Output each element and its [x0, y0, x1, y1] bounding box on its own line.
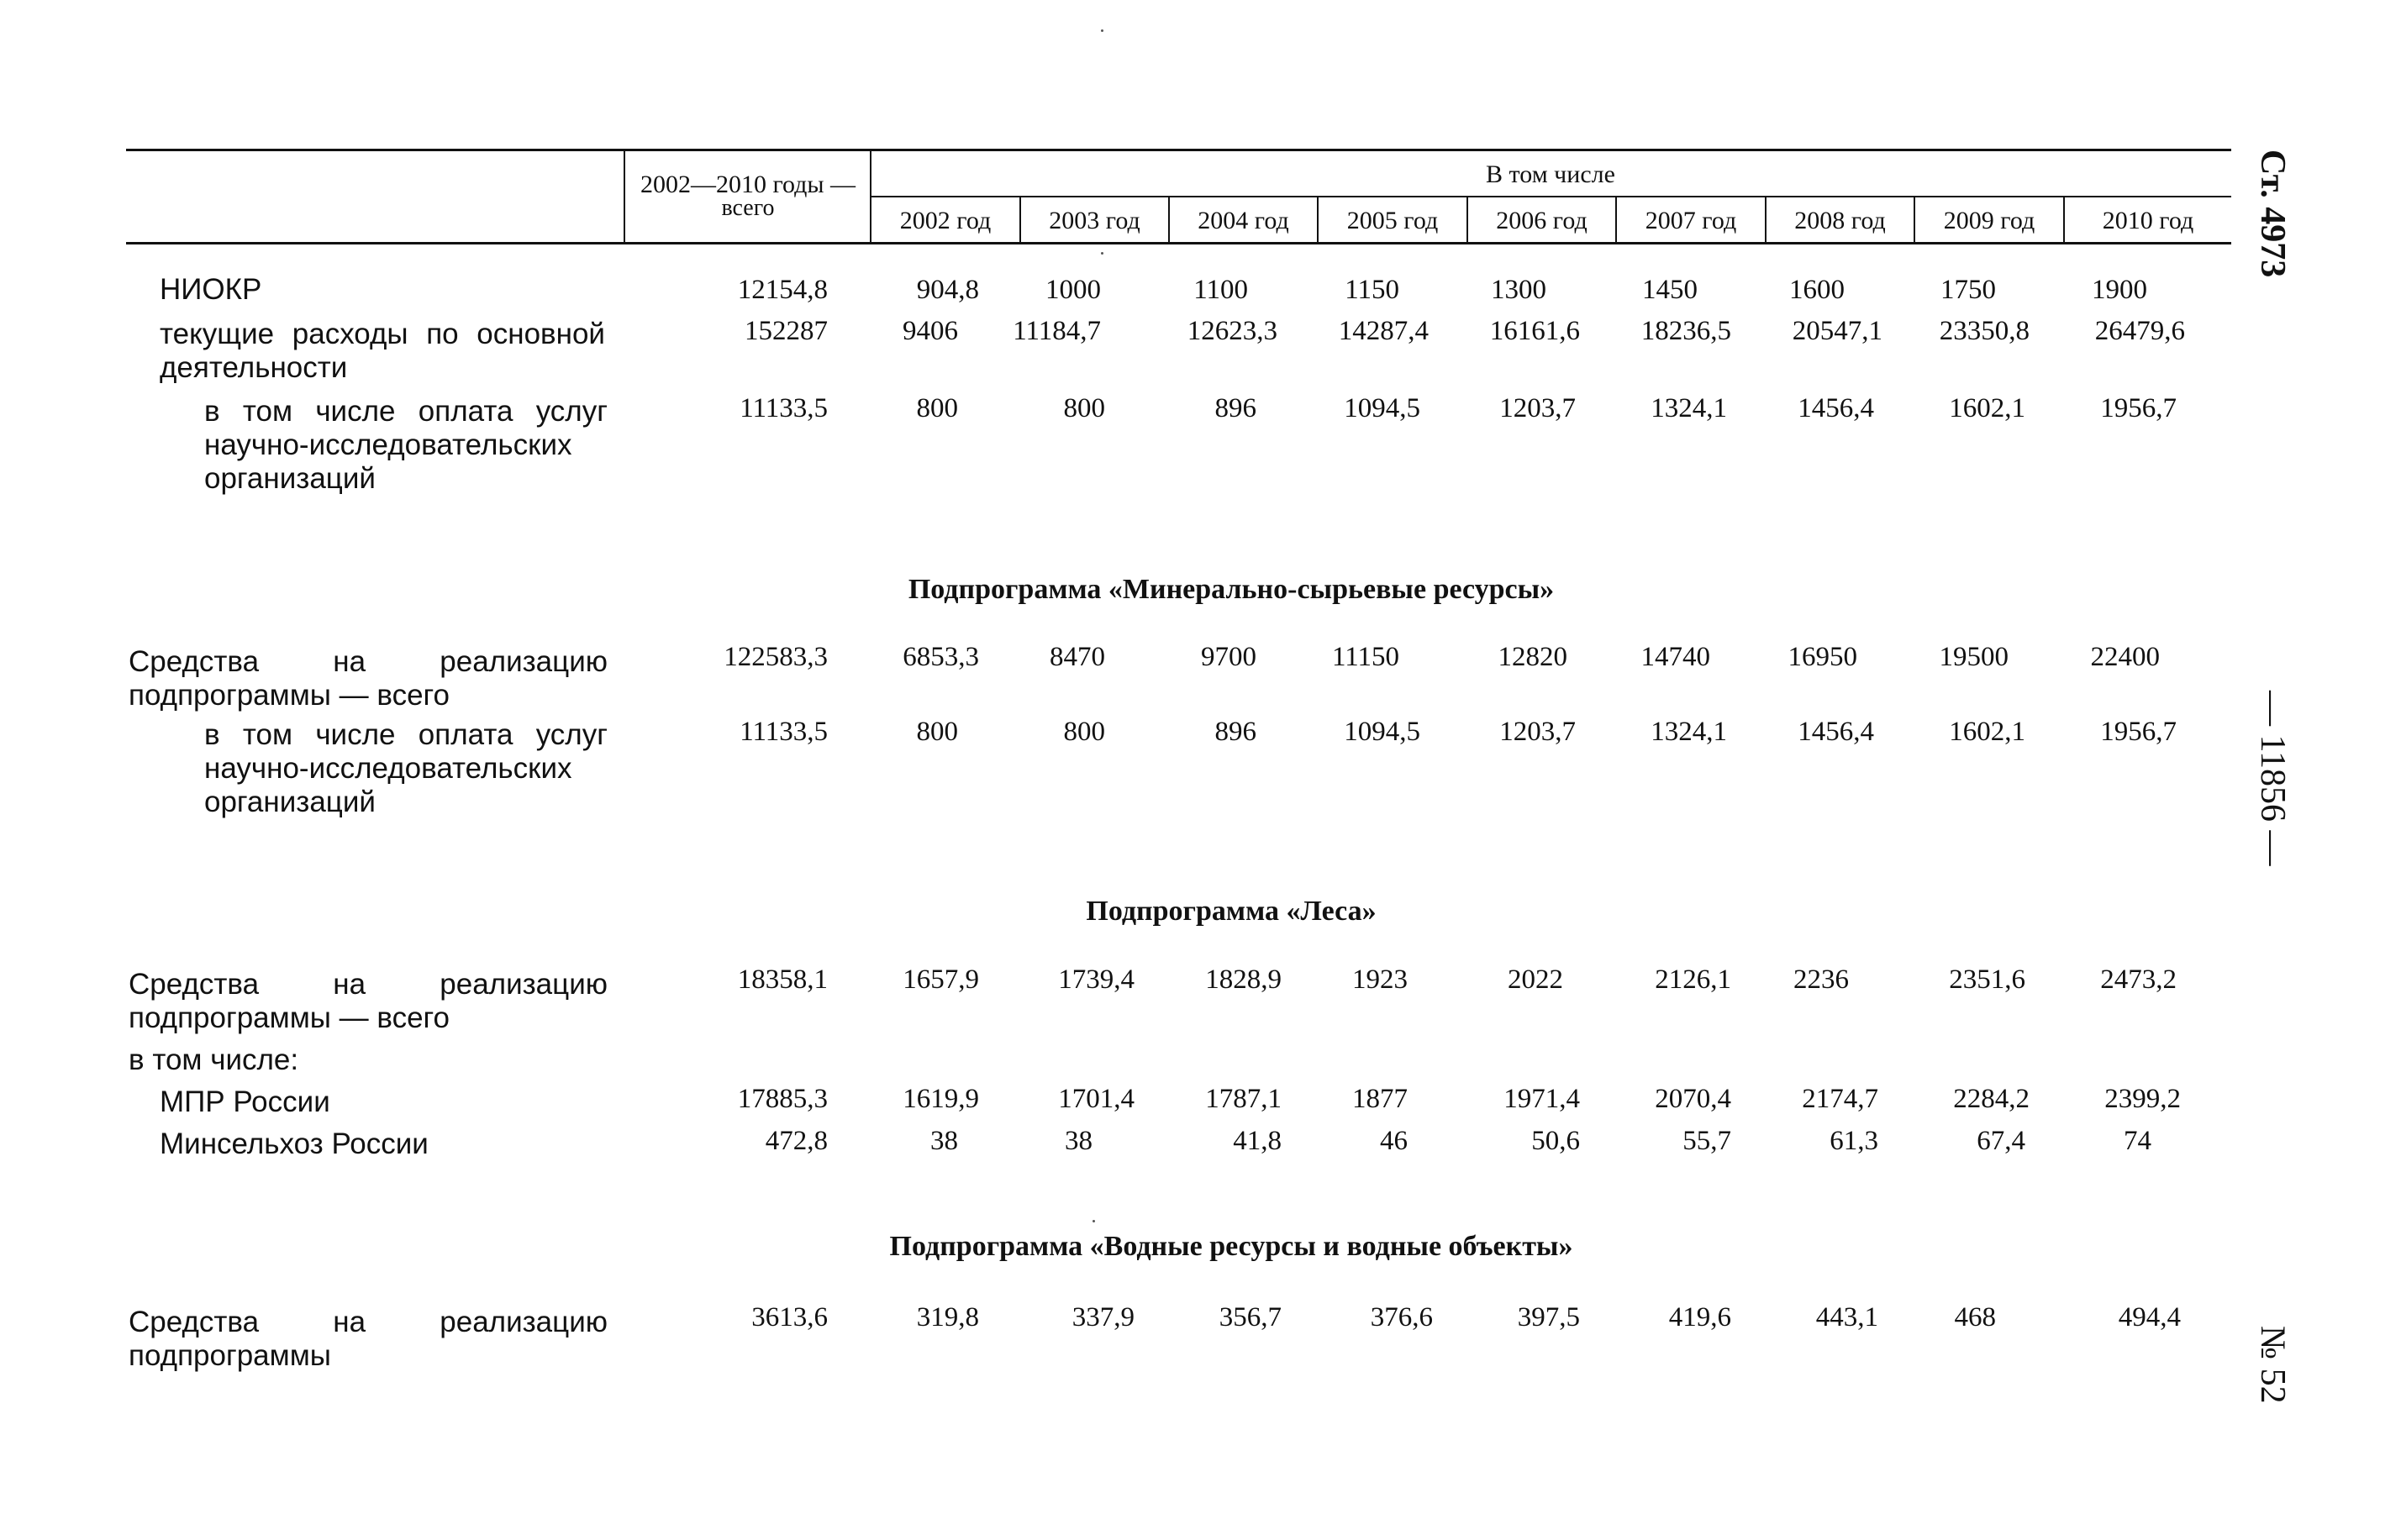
page-reference: Ст. 4973: [2253, 150, 2292, 278]
cell-value: 1203,7: [1499, 717, 1576, 747]
cell-value: 397,5: [1517, 1302, 1580, 1332]
row-label: Минсельхоз России: [160, 1127, 429, 1160]
cell-value: 1619,9: [903, 1084, 979, 1114]
year-header: 2005 год: [1346, 207, 1439, 234]
issue-number: № 52: [2253, 1326, 2292, 1404]
row-total: 11133,5: [740, 717, 828, 747]
year-header: 2009 год: [1943, 207, 2035, 234]
cell-value: 904,8: [916, 275, 979, 305]
row-total: 12154,8: [737, 275, 828, 305]
header-bottom-rule: [126, 242, 2231, 244]
row-total: 17885,3: [737, 1084, 828, 1114]
cell-value: 376,6: [1370, 1302, 1433, 1332]
cell-value: 1000: [1045, 275, 1101, 305]
cell-value: 12623,3: [1187, 316, 1277, 346]
header-top-rule: [126, 149, 2231, 151]
cell-value: 55,7: [1682, 1126, 1731, 1156]
scan-speck: [1101, 252, 1103, 255]
scan-speck: [1093, 1220, 1095, 1222]
row-total: 3613,6: [751, 1302, 828, 1332]
cell-value: 23350,8: [1939, 316, 2030, 346]
cell-value: 50,6: [1531, 1126, 1580, 1156]
cell-value: 800: [916, 393, 958, 423]
row-label: в том числе оплата услуг научно-исследовательских организаций: [204, 395, 608, 495]
cell-value: 1324,1: [1651, 393, 1727, 423]
cell-value: 1602,1: [1949, 717, 2025, 747]
cell-value: 1600: [1789, 275, 1845, 305]
cell-value: 9700: [1201, 642, 1256, 672]
cell-value: 1956,7: [2100, 393, 2177, 423]
cell-value: 1739,4: [1058, 964, 1135, 995]
row-label: НИОКР: [160, 273, 262, 306]
cell-value: 468: [1954, 1302, 1996, 1332]
cell-value: 896: [1214, 717, 1256, 747]
cell-value: 337,9: [1071, 1302, 1135, 1332]
cell-value: 1701,4: [1058, 1084, 1135, 1114]
cell-value: 1100: [1193, 275, 1248, 305]
section-title: Подпрограмма «Леса»: [1086, 896, 1377, 927]
group-header: В том числе: [1486, 160, 1615, 188]
row-label: Средства на реализацию подпрограммы: [129, 1306, 608, 1372]
header-divider: [624, 149, 625, 242]
cell-value: 46: [1380, 1126, 1408, 1156]
cell-value: 1450: [1642, 275, 1698, 305]
cell-value: 800: [916, 717, 958, 747]
row-label: текущие расходы по основной деятельности: [160, 318, 605, 384]
row-total: 18358,1: [737, 964, 828, 995]
cell-value: 800: [1063, 393, 1105, 423]
cell-value: 6853,3: [903, 642, 979, 672]
row-label: Средства на реализацию подпрограммы — всего: [129, 968, 608, 1034]
cell-value: 1956,7: [2100, 717, 2177, 747]
cell-value: 2022: [1508, 964, 1563, 995]
cell-value: 494,4: [2118, 1302, 2181, 1332]
cell-value: 356,7: [1219, 1302, 1282, 1332]
year-header: 2003 год: [1049, 207, 1140, 234]
row-total: 11133,5: [740, 393, 828, 423]
cell-value: 1203,7: [1499, 393, 1576, 423]
cell-value: 2236: [1793, 964, 1849, 995]
cell-value: 2351,6: [1949, 964, 2025, 995]
total-column-header: [626, 171, 870, 223]
cell-value: 26479,6: [2094, 316, 2185, 346]
year-header: 2006 год: [1496, 207, 1588, 234]
scan-speck: [1101, 29, 1103, 32]
row-total: 122583,3: [724, 642, 828, 672]
cell-value: 896: [1214, 393, 1256, 423]
cell-value: 1750: [1940, 275, 1996, 305]
cell-value: 1602,1: [1949, 393, 2025, 423]
cell-value: 11184,7: [1013, 316, 1101, 346]
cell-value: 16161,6: [1489, 316, 1580, 346]
header-sub-rule: [870, 196, 2231, 197]
cell-value: 2174,7: [1802, 1084, 1878, 1114]
cell-value: 1150: [1345, 275, 1399, 305]
cell-value: 1456,4: [1798, 717, 1874, 747]
year-header: 2002 год: [899, 207, 992, 234]
cell-value: 1657,9: [903, 964, 979, 995]
cell-value: 8470: [1050, 642, 1105, 672]
year-header: 2004 год: [1198, 207, 1289, 234]
cell-value: 1300: [1491, 275, 1546, 305]
cell-value: 2399,2: [2104, 1084, 2181, 1114]
cell-value: 2070,4: [1655, 1084, 1731, 1114]
cell-value: 11150: [1331, 642, 1399, 672]
cell-value: 2284,2: [1953, 1084, 2030, 1114]
cell-value: 800: [1063, 717, 1105, 747]
cell-value: 1094,5: [1344, 393, 1420, 423]
cell-value: 1900: [2092, 275, 2147, 305]
cell-value: 1324,1: [1651, 717, 1727, 747]
document-number: — 11856 —: [2253, 691, 2292, 866]
cell-value: 2473,2: [2100, 964, 2177, 995]
cell-value: 1971,4: [1503, 1084, 1580, 1114]
cell-value: 41,8: [1233, 1126, 1282, 1156]
cell-value: 319,8: [916, 1302, 979, 1332]
cell-value: 1094,5: [1344, 717, 1420, 747]
cell-value: 20547,1: [1792, 316, 1882, 346]
total-column-header-line2: всего: [721, 195, 775, 221]
total-column-header-line1: 2002—2010 годы —: [640, 171, 856, 198]
cell-value: 14287,4: [1338, 316, 1429, 346]
cell-value: 1828,9: [1205, 964, 1282, 995]
cell-value: 38: [930, 1126, 958, 1156]
year-header: 2007 год: [1645, 207, 1737, 234]
cell-value: 74: [2124, 1126, 2151, 1156]
year-header: 2008 год: [1794, 207, 1886, 234]
cell-value: 1787,1: [1205, 1084, 1282, 1114]
cell-value: 1877: [1352, 1084, 1408, 1114]
row-total: 472,8: [765, 1126, 828, 1156]
cell-value: 1923: [1352, 964, 1408, 995]
cell-value: 12820: [1498, 642, 1567, 672]
cell-value: 38: [1065, 1126, 1093, 1156]
year-header: 2010 год: [2102, 207, 2194, 234]
row-label: в том числе:: [129, 1043, 299, 1076]
cell-value: 61,3: [1830, 1126, 1878, 1156]
cell-value: 9406: [903, 316, 958, 346]
row-label: Средства на реализацию подпрограммы — всего: [129, 645, 608, 712]
cell-value: 2126,1: [1655, 964, 1731, 995]
cell-value: 1456,4: [1798, 393, 1874, 423]
cell-value: 18236,5: [1640, 316, 1731, 346]
cell-value: 443,1: [1815, 1302, 1878, 1332]
row-label: МПР России: [160, 1085, 330, 1118]
cell-value: 14740: [1640, 642, 1710, 672]
row-label: в том числе оплата услуг научно-исследовательских организаций: [204, 718, 608, 818]
cell-value: 67,4: [1977, 1126, 2025, 1156]
section-title: Подпрограмма «Минерально-сырьевые ресурсы»: [908, 574, 1555, 605]
section-title: Подпрограмма «Водные ресурсы и водные объекты»: [889, 1231, 1573, 1262]
row-total: 152287: [745, 316, 828, 346]
cell-value: 22400: [2090, 642, 2160, 672]
cell-value: 419,6: [1668, 1302, 1731, 1332]
cell-value: 19500: [1939, 642, 2009, 672]
cell-value: 16950: [1788, 642, 1857, 672]
